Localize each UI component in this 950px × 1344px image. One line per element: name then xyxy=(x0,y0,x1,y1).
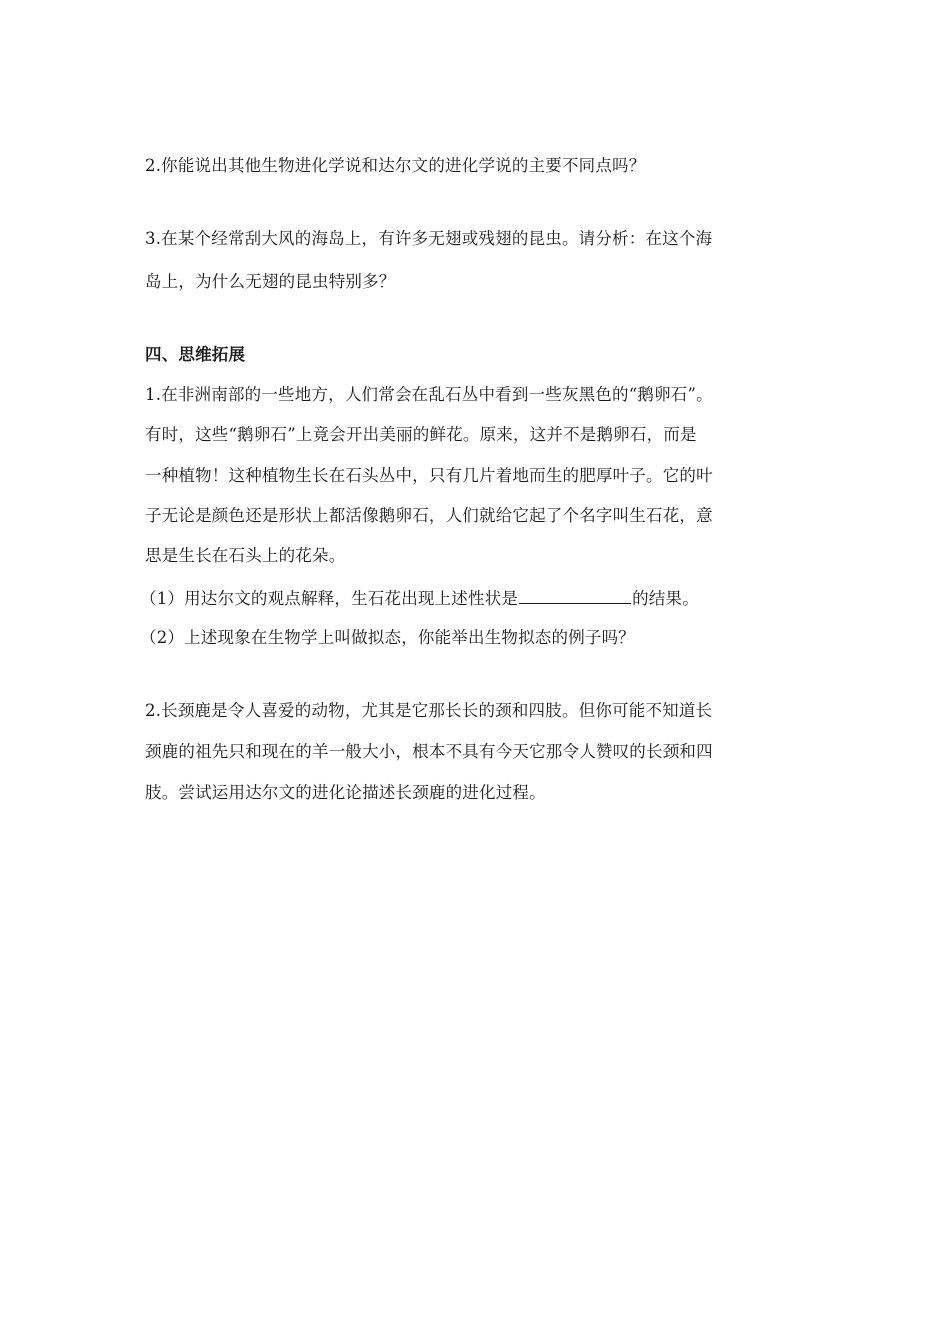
sub-question-1-text-before: （1）用达尔文的观点解释，生石花出现上述性状是 xyxy=(140,589,519,608)
extension-2-line-1: 2.长颈鹿是令人喜爱的动物，尤其是它那长长的颈和四肢。但你可能不知道长 xyxy=(145,701,713,720)
fill-in-blank[interactable] xyxy=(519,587,631,604)
extension-2-line-2: 颈鹿的祖先只和现在的羊一般大小，根本不具有今天它那令人赞叹的长颈和四 xyxy=(145,742,713,761)
extension-1-sub-question-2: （2）上述现象在生物学上叫做拟态，你能举出生物拟态的例子吗？ xyxy=(140,628,635,647)
extension-1-sub-question-1 xyxy=(140,587,699,609)
extension-1-line-5: 思是生长在石头上的花朵。 xyxy=(145,546,346,565)
extension-1-line-1: 1.在非洲南部的一些地方，人们常会在乱石丛中看到一些灰黑色的“鹅卵石”。 xyxy=(145,385,713,404)
extension-1-line-4: 子无论是颜色还是形状上都活像鹅卵石，人们就给它起了个名字叫生石花，意 xyxy=(145,506,713,525)
extension-1-line-2: 有时，这些“鹅卵石”上竟会开出美丽的鲜花。原来，这并不是鹅卵石，而是 xyxy=(145,425,697,444)
question-3-line-1: 3.在某个经常刮大风的海岛上，有许多无翅或残翅的昆虫。请分析：在这个海 xyxy=(145,229,713,248)
extension-2-line-3: 肢。尝试运用达尔文的进化论描述长颈鹿的进化过程。 xyxy=(145,783,546,802)
section-4-heading: 四、思维拓展 xyxy=(145,345,246,364)
question-3-line-2: 岛上，为什么无翅的昆虫特别多？ xyxy=(145,272,396,291)
sub-question-1-text-after: 的结果。 xyxy=(632,589,699,608)
extension-1-line-3: 一种植物！这种植物生长在石头丛中，只有几片着地而生的肥厚叶子。它的叶 xyxy=(145,466,713,485)
question-2-line-1: 2.你能说出其他生物进化学说和达尔文的进化学说的主要不同点吗？ xyxy=(145,156,646,175)
